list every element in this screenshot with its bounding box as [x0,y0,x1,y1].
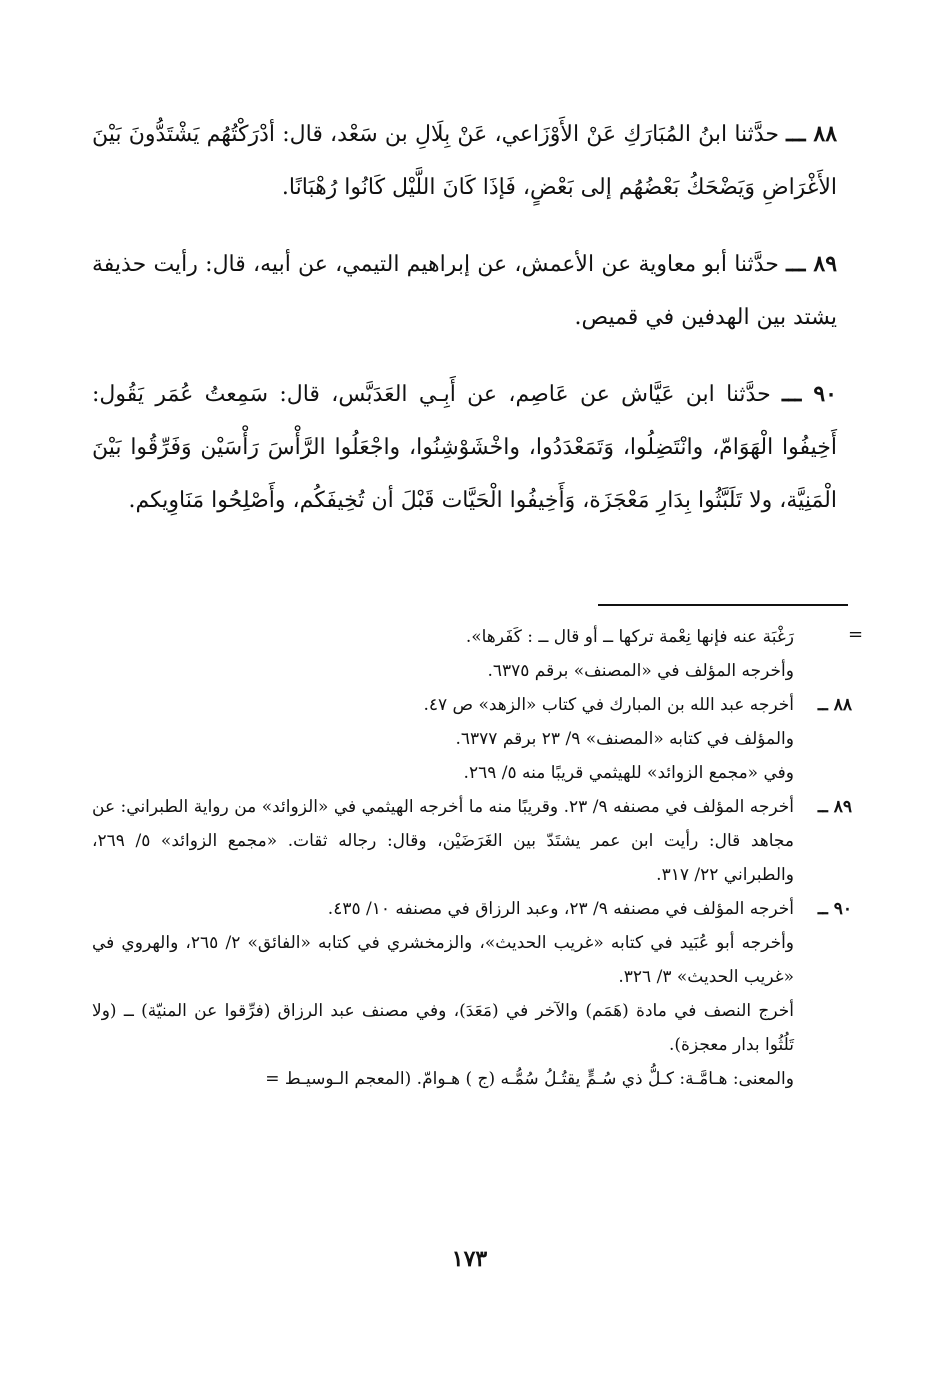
footnote-90 [92,892,852,1096]
footnote-number: ٨٨ ــ [817,695,852,715]
footnote-number: ٩٠ ــ [817,899,852,919]
footnote-88 [92,688,852,790]
footnote-line: أخرج النصف في مادة (هَمَم) والآخر في (مَعَدَ)، وفي مصنف عبد الرزاق (فرِّقوا عن المنيّة) ــ (ولا تَلُثُوا بدار معجزة). [92,1001,794,1055]
narration-number: ٨٨ ـــ [786,121,838,147]
narration-number: ٩٠ ـــ [782,381,837,407]
footnote-line: وفي «مجمع الزوائد» للهيثمي قريبًا منه ٥/ ٢٦٩. [463,763,794,783]
footnote-separator [598,604,848,606]
footnote-line: وأخرجه المؤلف في «المصنف» برقم ٦٣٧٥. [487,661,794,681]
footnote-line: أخرجه المؤلف في مصنفه ٩/ ٢٣. وقريبًا منه ما أخرجه الهيثمي في «الزوائد» من رواية الطبراني: عن مجاهد قال: رأيت ابن عمر يشتَدّ بين الغَرَضَيْن، وقال: رجاله ثقات. «مجمع الزوائد» ٥/ ٢٦٩، والطبراني ٢٢/ ٣١٧. [92,797,794,885]
footnote-number: ٨٩ ــ [817,797,852,817]
narration-text: حدَّثنا ابنُ المُبَارَكِ عَنْ الأَوْزَاعي، عَنْ بِلَالِ بن سَعْد، قال: أدْرَكْتُهُم يَشْتَدُّونَ بَيْنَ الأَغْرَاضِ وَيَضْحَكُ بَعْضُهُم إلى بَعْضٍ، فَإذَا كَانَ اللَّيْل كَانُوا رُهْبَانًا. [92,122,837,200]
narration-text: حدَّثنا أبو معاوية عن الأعمش، عن إبراهيم التيمي، عن أبيه، قال: رأيت حذيفة يشتد بين الهدفين في قميص. [92,252,837,330]
narration-number: ٨٩ ـــ [786,251,838,277]
footnote-line: أخرجه عبد الله بن المبارك في كتاب «الزهد» ص ٤٧. [423,695,794,715]
page-number: ١٧٣ [451,1246,488,1272]
narration-text: حدَّثنا ابن عَيَّاش عن عَاصِم، عن أَبِـي العَدَبَّس، قال: سَمِعتُ عُمَر يَقُول: أَخِيفُوا الْهَوَامّ، وانْتَضِلُوا، وَتَمَعْدَدُوا، واخْشَوْشِنُوا، واجْعَلُوا الرَّأْسَ رَأْسَيْن وَفَرِّقُوا بَيْنَ الْمَنِيَّة، ولا تَلَبَّثُوا بِدَارِ مَعْجَزَة، وَأَخِيفُوا الْحَيَّات قَبْلَ أن تُخِيفَكُم، وأَصْلِحُوا مَنَاوِيكم. [92,382,837,513]
narration-89 [92,238,837,344]
narration-88 [92,108,837,214]
footnote-line: وأخرجه أبو عُبَيد في كتابه «غريب الحديث»، والزمخشري في كتابه «الفائق» ٢/ ٢٦٥، والهروي في «غريب الحديث» ٣/ ٣٢٦. [92,933,795,987]
footnote-line: والمعنى: هـامَّـة: كـلُّ ذي سُـمٍّ يقتُـلُ سُمُّـه (ج ) هـوامّ. (المعجم الـوسيـط = [265,1069,794,1089]
footnote-continuation [92,620,852,688]
footnote-89 [92,790,852,892]
footnote-line: والمؤلف في كتابه «المصنف» ٩/ ٢٣ برقم ٦٣٧٧. [455,729,794,749]
footnote-line: أخرجه المؤلف في مصنفه ٩/ ٢٣، وعبد الرزاق في مصنفه ١٠/ ٤٣٥. [327,899,794,919]
footnote-line: رَغْبَة عنه فإنها نِعْمة تركها ــ أو قال ــ : كَفَرها». [465,627,794,647]
narration-90 [92,368,837,527]
footnotes [92,620,852,1096]
main-text [92,108,837,551]
continuation-mark: = [848,624,864,645]
